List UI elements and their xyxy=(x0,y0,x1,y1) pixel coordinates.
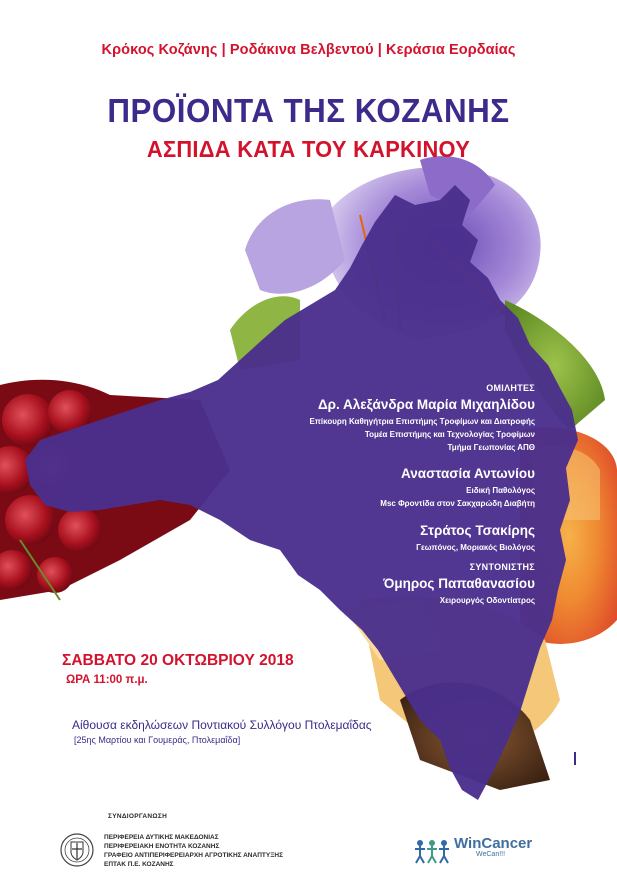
coordinator-name: Όμηρος Παπαθανασίου xyxy=(383,576,535,591)
speaker-role: Msc Φροντίδα στον Σακχαρώδη Διαβήτη xyxy=(380,499,535,508)
speakers-block xyxy=(135,383,535,607)
organization-name: ΕΠΤΑΚ Π.Ε. ΚΟΖΑΝΗΣ xyxy=(104,861,174,868)
speakers-heading: ΟΜΙΛΗΤΕΣ xyxy=(486,383,535,393)
speaker-role: Γεωπόνος, Μοριακός Βιολόγος xyxy=(416,543,535,552)
speaker-name: Δρ. Αλεξάνδρα Μαρία Μιχαηλίδου xyxy=(317,397,535,412)
page-title: ΠΡΟΪΟΝΤΑ ΤΗΣ ΚΟΖΑΝΗΣ xyxy=(107,92,510,129)
speaker-role: Επίκουρη Καθηγήτρια Επιστήμης Τροφίμων και Διατροφής xyxy=(309,417,535,426)
event-time: ΩΡΑ 11:00 π.μ. xyxy=(66,674,148,686)
products-line: Κρόκος Κοζάνης | Ροδάκινα Βελβεντού | Κεράσια Εορδαίας xyxy=(101,42,516,58)
event-venue: Αίθουσα εκδηλώσεων Ποντιακού Συλλόγου Πτολεμαΐδας xyxy=(72,718,372,732)
co-organization-label: ΣΥΝΔΙΟΡΓΑΝΩΣΗ xyxy=(108,813,168,820)
divider-mark xyxy=(574,752,576,765)
wincancer-logo-text: WinCancer xyxy=(454,835,533,852)
greek-emblem-icon xyxy=(60,832,94,868)
coordinator-heading: ΣΥΝΤΟΝΙΣΤΗΣ xyxy=(469,562,535,572)
speaker-role: Τομέα Επιστήμης και Τεχνολογίας Τροφίμων xyxy=(364,430,535,439)
organizations-list xyxy=(104,833,283,869)
coordinator-role: Χειρουργός Οδοντίατρος xyxy=(439,596,535,605)
event-address: [25ης Μαρτίου και Γουμεράς, Πτολεμαΐδα] xyxy=(74,735,241,745)
speaker-role: Ειδική Παθολόγος xyxy=(466,486,535,495)
organization-name: ΠΕΡΙΦΕΡΕΙΑ ΔΥΤΙΚΗΣ ΜΑΚΕΔΟΝΙΑΣ xyxy=(104,834,219,841)
organization-name: ΓΡΑΦΕΙΟ ΑΝΤΙΠΕΡΙΦΕΡΕΙΑΡΧΗ ΑΓΡΟΤΙΚΗΣ ΑΝΑΠΤΥΞΗΣ xyxy=(104,852,283,859)
speaker-role: Τμήμα Γεωπονίας ΑΠΘ xyxy=(447,443,535,452)
organization-name: ΠΕΡΙΦΕΡΕΙΑΚΗ ΕΝΟΤΗΤΑ ΚΟΖΑΝΗΣ xyxy=(104,843,220,850)
wincancer-logo-subtext: WeCan!!! xyxy=(476,851,506,858)
event-date: ΣΑΒΒΑΤΟ 20 ΟΚΤΩΒΡΙΟΥ 2018 xyxy=(62,652,294,669)
speaker-name: Στράτος Τσακίρης xyxy=(420,523,535,538)
page-subtitle: ΑΣΠΙΔΑ ΚΑΤΑ ΤΟΥ ΚΑΡΚΙΝΟΥ xyxy=(146,136,471,162)
speaker-name: Αναστασία Αντωνίου xyxy=(401,466,535,481)
